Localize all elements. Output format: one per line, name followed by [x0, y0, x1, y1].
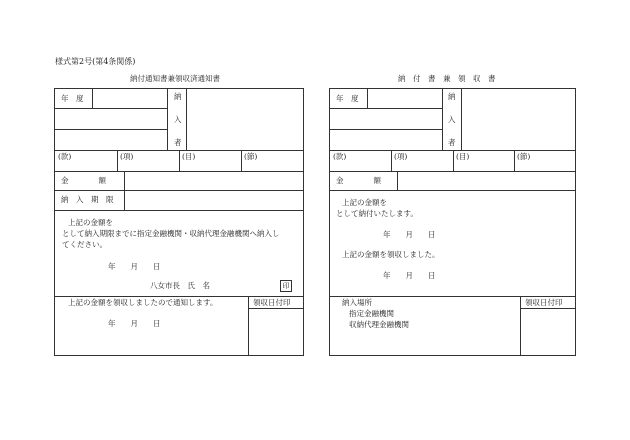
right-payer-char-3: 者: [448, 138, 456, 147]
left-deadline-label: 納 入 期 限: [61, 195, 114, 204]
left-payer-char-2: 入: [174, 115, 182, 124]
left-account-moku: (目): [182, 152, 196, 161]
right-payer-char-2: 入: [448, 115, 456, 124]
left-seal: 印: [280, 280, 292, 292]
right-place-agent-bank: 収納代理金融機関: [349, 320, 409, 329]
form-number: 様式第2号(第4条関係): [55, 57, 136, 66]
right-form-title: 納 付 書 兼 領 収 書: [398, 74, 496, 83]
left-account-kan: (款): [58, 152, 72, 161]
right-nendo-label: 年 度: [336, 94, 359, 103]
left-received-notice: 上記の金額を領収しましたので通知します。: [68, 298, 218, 307]
right-account-kan: (款): [333, 152, 347, 161]
right-account-moku: (目): [456, 152, 470, 161]
right-account-kou: (項): [394, 152, 408, 161]
right-account-setsu: (節): [517, 152, 531, 161]
left-stamp-label: 領収日付印: [253, 298, 291, 307]
left-payer-char-1: 納: [174, 92, 182, 101]
left-notice-line-3: てください。: [62, 240, 107, 249]
right-date-1: 年 月 日: [383, 230, 436, 239]
right-stamp-label: 領収日付印: [525, 298, 563, 307]
right-place-designated-bank: 指定金融機関: [349, 309, 394, 318]
right-received-text: 上記の金額を領収しました。: [342, 250, 440, 259]
right-place-label: 納入場所: [342, 298, 372, 307]
left-account-setsu: (節): [244, 152, 258, 161]
right-amount-label: 金 額: [336, 176, 381, 185]
left-notice-line-1: 上記の金額を: [68, 218, 113, 227]
left-date-1: 年 月 日: [108, 262, 161, 271]
left-date-2: 年 月 日: [108, 319, 161, 328]
left-nendo-label: 年 度: [61, 94, 84, 103]
left-form-title: 納付通知書兼領収済通知書: [130, 74, 220, 83]
left-notice-line-2: として納入期限までに指定金融機関・収納代理金融機関へ納入し: [62, 229, 280, 238]
right-date-2: 年 月 日: [383, 271, 436, 280]
right-paid-line-2: として納付いたします。: [336, 209, 418, 218]
right-payer-char-1: 納: [448, 92, 456, 101]
right-paid-line-1: 上記の金額を: [342, 198, 387, 207]
left-mayor-name: 八女市長 氏 名: [150, 281, 210, 290]
left-account-kou: (項): [120, 152, 134, 161]
left-payer-char-3: 者: [174, 138, 182, 147]
left-amount-label: 金 額: [61, 176, 106, 185]
